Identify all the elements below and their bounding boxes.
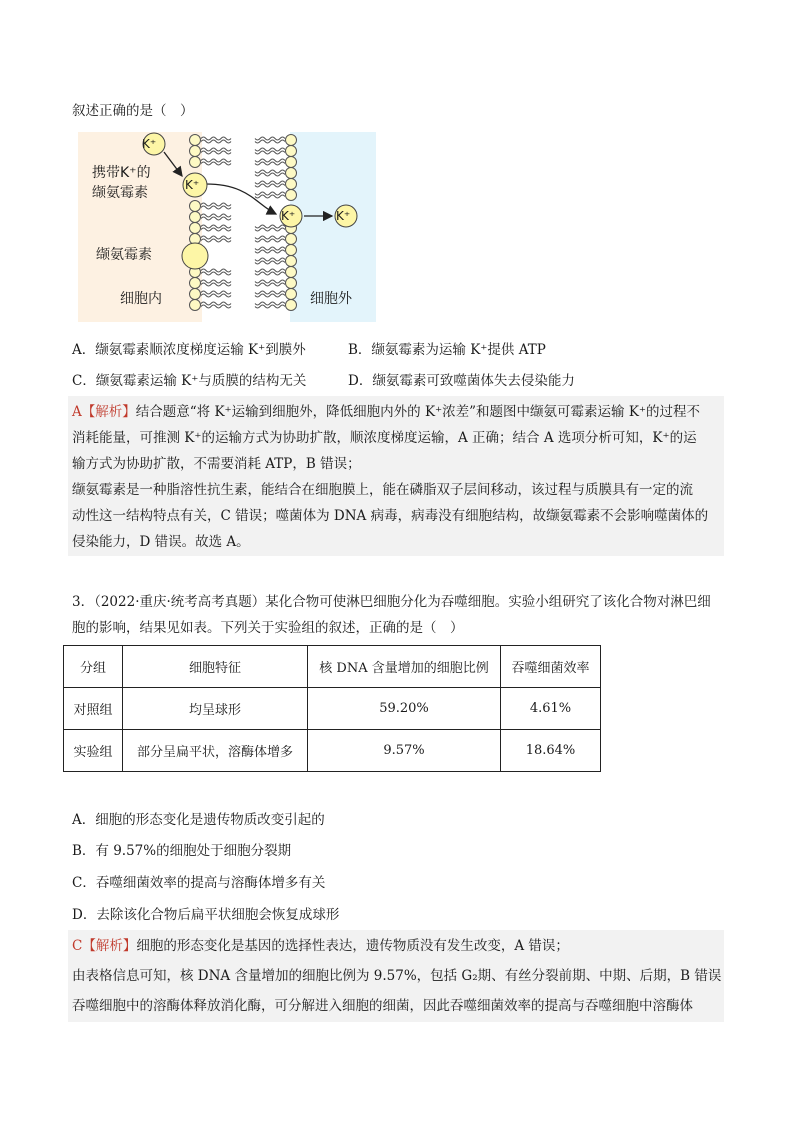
q3-analysis-line2: 由表格信息可知，核 DNA 含量增加的细胞比例为 9.57%，包括 G₂期、有丝分裂前期、中期、后期，B 错误 <box>72 968 722 984</box>
phospholipid-tail <box>201 217 231 220</box>
phospholipid-tail <box>201 269 231 272</box>
q3-analysis-tag: C【解析】 <box>72 938 137 954</box>
table-cell: 9.57% <box>308 730 501 772</box>
phospholipid-tail <box>255 250 285 253</box>
phospholipid-tail <box>255 236 285 239</box>
phospholipid-head <box>190 300 201 311</box>
phospholipid-tail <box>255 269 285 272</box>
phospholipid-tail <box>255 239 285 242</box>
table-cell: 18.64% <box>501 730 601 772</box>
phospholipid-tail <box>255 247 285 250</box>
phospholipid-head <box>286 278 297 289</box>
q3-option-b: B．有 9.57%的细胞处于细胞分裂期 <box>72 843 292 859</box>
phospholipid-tail <box>201 148 231 151</box>
table-row <box>64 688 601 730</box>
q3-analysis-line1: C【解析】细胞的形态变化是基因的选择性表达，遗传物质没有发生改变，A 错误； <box>72 938 569 954</box>
q3-analysis-line3: 吞噬细胞中的溶酶体释放消化酶，可分解进入细胞的细菌，因此吞噬细菌效率的提高与吞噬细胞中溶酶体 <box>72 998 693 1014</box>
table-cell: 4.61% <box>501 688 601 730</box>
phospholipid-head <box>190 223 201 234</box>
phospholipid-head <box>286 267 297 278</box>
q3-analysis-box <box>68 930 724 1022</box>
phospholipid-tail <box>255 170 285 173</box>
valinomycin-membrane-figure <box>78 132 378 322</box>
phospholipid-tail <box>255 140 285 143</box>
phospholipid-head <box>286 234 297 245</box>
q2-analysis-line1: A【解析】结合题意“将 K⁺运输到细胞外，降低细胞内外的 K⁺浓差”和题图中缬氨可霉素运输 K⁺的过程不 <box>72 404 701 420</box>
phospholipid-tail <box>255 272 285 275</box>
table-header-cell: 核 DNA 含量增加的细胞比例 <box>308 646 501 688</box>
phospholipid-tail <box>201 239 231 242</box>
phospholipid-tail <box>201 305 231 308</box>
q2-option-c: C．缬氨霉素运输 K⁺与质膜的结构无关 <box>72 373 307 389</box>
outside-label: 细胞外 <box>310 291 352 307</box>
phospholipid-tail <box>201 280 231 283</box>
phospholipid-head <box>286 179 297 190</box>
k-ion-label-2: K⁺ <box>185 178 200 192</box>
phospholipid-tail <box>201 228 231 231</box>
phospholipid-head <box>286 245 297 256</box>
phospholipid-tail <box>201 291 231 294</box>
q2-analysis-line5: 动性这一结构特点有关，C 错误；噬菌体为 DNA 病毒，病毒没有细胞结构，故缬氨霉素不会影响噬菌体的 <box>72 508 709 524</box>
phospholipid-tail <box>255 137 285 140</box>
phospholipid-tail <box>201 272 231 275</box>
phospholipid-head <box>190 289 201 300</box>
q2-option-b: B．缬氨霉素为运输 K⁺提供 ATP <box>348 342 546 358</box>
table-header-row <box>64 646 601 688</box>
k-ion-label-3: K⁺ <box>281 209 296 223</box>
q2-analysis-line2: 消耗能量，可推测 K⁺的运输方式为协助扩散，顺浓度梯度运输，A 正确；结合 A 选项分析可知，K⁺的运 <box>72 430 697 446</box>
q2-analysis-line6: 侵染能力，D 错误。故选 A。 <box>72 534 250 550</box>
carrier-label-line1: 携带K⁺的 <box>92 165 151 181</box>
phospholipid-tail <box>201 283 231 286</box>
phospholipid-head <box>286 146 297 157</box>
table-cell: 部分呈扁平状，溶酶体增多 <box>123 730 308 772</box>
phospholipid-head <box>190 157 201 168</box>
phospholipid-tail <box>255 148 285 151</box>
carrier-label-line2: 缬氨霉素 <box>92 185 148 201</box>
phospholipid-tail <box>201 302 231 305</box>
inside-label: 细胞内 <box>120 291 162 307</box>
q3-option-a: A．细胞的形态变化是遗传物质改变引起的 <box>72 812 325 828</box>
phospholipid-head <box>286 289 297 300</box>
table-cell: 对照组 <box>64 688 123 730</box>
phospholipid-tail <box>201 225 231 228</box>
table-header-cell: 吞噬细菌效率 <box>501 646 601 688</box>
phospholipid-tail <box>255 192 285 195</box>
phospholipid-head <box>286 157 297 168</box>
q2-option-d: D．缬氨霉素可致噬菌体失去侵染能力 <box>348 373 575 389</box>
phospholipid-tail <box>255 258 285 261</box>
table-cell: 59.20% <box>308 688 501 730</box>
table-cell: 均呈球形 <box>123 688 308 730</box>
phospholipid-tail <box>255 181 285 184</box>
table-cell: 实验组 <box>64 730 123 772</box>
table-header-cell: 分组 <box>64 646 123 688</box>
phospholipid-tail <box>255 302 285 305</box>
phospholipid-head <box>286 300 297 311</box>
phospholipid-head <box>190 146 201 157</box>
phospholipid-tail <box>255 195 285 198</box>
q3-stem-line2: 胞的影响，结果见如表。下列关于实验组的叙述，正确的是（ ） <box>72 620 464 636</box>
phospholipid-head <box>190 212 201 223</box>
phospholipid-tail <box>255 162 285 165</box>
phospholipid-tail <box>201 236 231 239</box>
q2-option-a: A．缬氨霉素顺浓度梯度运输 K⁺到膜外 <box>72 342 306 358</box>
phospholipid-tail <box>255 291 285 294</box>
phospholipid-tail <box>255 228 285 231</box>
phospholipid-tail <box>255 173 285 176</box>
phospholipid-tail <box>255 280 285 283</box>
q3-stem-line1: 3．（2022·重庆·统考高考真题）某化合物可使淋巴细胞分化为吞噬细胞。实验小组研究了该化合物对淋巴细 <box>72 594 711 610</box>
q3-data-table <box>63 645 601 772</box>
phospholipid-head <box>286 256 297 267</box>
k-ion-label-1: K⁺ <box>142 137 157 151</box>
phospholipid-tail <box>255 225 285 228</box>
phospholipid-tail <box>255 294 285 297</box>
phospholipid-head <box>286 168 297 179</box>
valinomycin-label: 缬氨霉素 <box>96 247 152 263</box>
phospholipid-tail <box>201 137 231 140</box>
question-stem-tail: 叙述正确的是（ ） <box>72 103 194 119</box>
phospholipid-tail <box>201 206 231 209</box>
phospholipid-head <box>190 278 201 289</box>
phospholipid-tail <box>255 151 285 154</box>
phospholipid-tail <box>201 159 231 162</box>
phospholipid-tail <box>255 305 285 308</box>
phospholipid-tail <box>201 162 231 165</box>
q2-analysis-tag: A【解析】 <box>72 404 136 420</box>
k-ion-label-4: K⁺ <box>336 209 351 223</box>
valinomycin-molecule <box>182 243 208 269</box>
q3-option-d: D．去除该化合物后扁平状细胞会恢复成球形 <box>72 907 340 923</box>
phospholipid-head <box>190 201 201 212</box>
phospholipid-tail <box>255 283 285 286</box>
q2-analysis-line3: 输方式为协助扩散，不需要消耗 ATP，B 错误； <box>72 456 361 472</box>
phospholipid-head <box>190 135 201 146</box>
phospholipid-tail <box>255 261 285 264</box>
phospholipid-tail <box>255 159 285 162</box>
phospholipid-tail <box>201 151 231 154</box>
table-row <box>64 730 601 772</box>
table-header-cell: 细胞特征 <box>123 646 308 688</box>
phospholipid-head <box>286 135 297 146</box>
q2-analysis-box <box>68 396 724 556</box>
phospholipid-tail <box>201 294 231 297</box>
phospholipid-tail <box>201 214 231 217</box>
q2-analysis-line4: 缬氨霉素是一种脂溶性抗生素，能结合在细胞膜上，能在磷脂双子层间移动，该过程与质膜具有一定的流 <box>72 482 693 498</box>
phospholipid-tail <box>201 140 231 143</box>
phospholipid-head <box>286 190 297 201</box>
phospholipid-tail <box>201 203 231 206</box>
q3-option-c: C．吞噬细菌效率的提高与溶酶体增多有关 <box>72 875 326 891</box>
phospholipid-tail <box>255 184 285 187</box>
